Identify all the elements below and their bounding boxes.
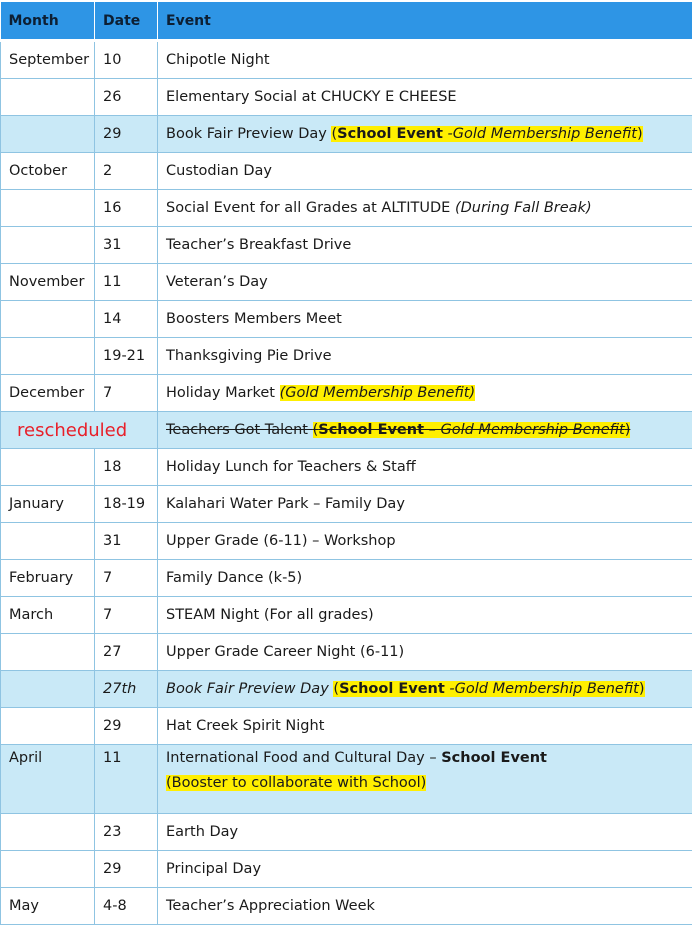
event-cell: Upper Grade (6-11) – Workshop — [158, 523, 692, 560]
date-header: Date — [95, 2, 158, 41]
event-italic: -Gold Membership Benefit — [444, 681, 639, 697]
date-cell: 29 — [95, 851, 158, 888]
table-row — [1, 560, 692, 597]
date-cell: 31 — [95, 227, 158, 264]
paren-close: ) — [624, 422, 631, 438]
table-row — [1, 116, 692, 153]
event-cell — [158, 116, 692, 153]
date-cell: 10 — [95, 41, 158, 79]
event-cell: Custodian Day — [158, 153, 692, 190]
date-cell: 18-19 — [95, 486, 158, 523]
event-cell: Family Dance (k-5) — [158, 560, 692, 597]
event-cell — [158, 375, 692, 412]
paren-open: ( — [331, 126, 338, 142]
table-row — [1, 41, 692, 79]
event-text: Social Event for all Grades at ALTITUDE — [166, 200, 455, 216]
month-cell — [1, 79, 95, 116]
event-italic: -Gold Membership Benefit — [442, 126, 637, 142]
event-bold: School Event — [318, 422, 425, 438]
table-row — [1, 486, 692, 523]
date-cell: 26 — [95, 79, 158, 116]
table-row — [1, 671, 692, 708]
rescheduled-note: rescheduled — [1, 412, 158, 449]
highlighted-note: (Booster to collaborate with School) — [166, 775, 427, 791]
table-row — [1, 634, 692, 671]
event-text: Holiday Market — [166, 385, 280, 401]
event-bold: School Event — [337, 126, 443, 142]
highlighted-note — [333, 681, 644, 697]
table-row — [1, 79, 692, 116]
month-cell: May — [1, 888, 95, 925]
event-text: Teachers Got Talent — [166, 422, 313, 438]
event-cell: Teacher’s Appreciation Week — [158, 888, 692, 925]
table-row — [1, 888, 692, 925]
date-cell: 7 — [95, 597, 158, 634]
month-cell: October — [1, 153, 95, 190]
event-cell: Kalahari Water Park – Family Day — [158, 486, 692, 523]
month-cell: January — [1, 486, 95, 523]
event-cell: Earth Day — [158, 814, 692, 851]
event-cell: Principal Day — [158, 851, 692, 888]
date-cell: 27 — [95, 634, 158, 671]
month-cell — [1, 708, 95, 745]
table-row — [1, 851, 692, 888]
table-row — [1, 375, 692, 412]
event-bold: School Event — [441, 750, 547, 766]
event-subline — [166, 775, 684, 791]
month-cell — [1, 523, 95, 560]
month-cell — [1, 301, 95, 338]
month-cell: December — [1, 375, 95, 412]
event-cell — [158, 671, 692, 708]
event-italic: (During Fall Break) — [454, 200, 592, 216]
paren-close: ) — [638, 681, 645, 697]
event-cell — [158, 190, 692, 227]
date-cell: 16 — [95, 190, 158, 227]
date-cell: 27th — [95, 671, 158, 708]
month-cell — [1, 449, 95, 486]
date-cell: 29 — [95, 116, 158, 153]
table-row — [1, 264, 692, 301]
month-cell — [1, 851, 95, 888]
event-text: International Food and Cultural Day – — [166, 750, 442, 766]
date-cell: 29 — [95, 708, 158, 745]
date-cell: 7 — [95, 375, 158, 412]
highlighted-note — [313, 422, 631, 438]
events-table — [0, 2, 692, 925]
event-italic: – Gold Membership Benefit — [424, 422, 625, 438]
paren-open: ( — [312, 422, 319, 438]
table-row — [1, 597, 692, 634]
event-cell — [158, 412, 692, 449]
month-cell — [1, 227, 95, 264]
month-cell — [1, 814, 95, 851]
table-row — [1, 153, 692, 190]
month-header: Month — [1, 2, 95, 41]
event-italic: (Gold Membership Benefit) — [279, 385, 476, 401]
event-cell: Upper Grade Career Night (6-11) — [158, 634, 692, 671]
date-cell: 11 — [95, 745, 158, 814]
month-cell: February — [1, 560, 95, 597]
table-row — [1, 190, 692, 227]
table-row — [1, 449, 692, 486]
date-cell: 7 — [95, 560, 158, 597]
table-row — [1, 338, 692, 375]
paren-open: ( — [333, 681, 340, 697]
date-cell: 4-8 — [95, 888, 158, 925]
month-cell: April — [1, 745, 95, 814]
event-text: Book Fair Preview Day — [166, 126, 332, 142]
date-cell: 18 — [95, 449, 158, 486]
month-cell: September — [1, 41, 95, 79]
date-cell: 23 — [95, 814, 158, 851]
event-bold: School Event — [339, 681, 445, 697]
table-row — [1, 708, 692, 745]
month-cell — [1, 190, 95, 227]
table-row-rescheduled — [1, 412, 692, 449]
event-cell: Elementary Social at CHUCKY E CHEESE — [158, 79, 692, 116]
highlighted-note — [331, 126, 642, 142]
month-cell — [1, 338, 95, 375]
event-text: Book Fair Preview Day — [166, 681, 334, 697]
event-cell: Thanksgiving Pie Drive — [158, 338, 692, 375]
date-cell: 19-21 — [95, 338, 158, 375]
header-row — [1, 2, 692, 41]
event-cell: Chipotle Night — [158, 41, 692, 79]
table-row — [1, 227, 692, 264]
event-cell: Teacher’s Breakfast Drive — [158, 227, 692, 264]
month-cell: March — [1, 597, 95, 634]
table-row — [1, 301, 692, 338]
month-cell: November — [1, 264, 95, 301]
month-cell — [1, 116, 95, 153]
paren-close: ) — [636, 126, 643, 142]
event-header: Event — [158, 2, 692, 41]
date-cell: 14 — [95, 301, 158, 338]
table-row — [1, 523, 692, 560]
table-row — [1, 745, 692, 814]
date-cell: 31 — [95, 523, 158, 560]
event-cell — [158, 745, 692, 814]
month-cell — [1, 671, 95, 708]
table-row — [1, 814, 692, 851]
event-cell: Holiday Lunch for Teachers & Staff — [158, 449, 692, 486]
event-cell: Hat Creek Spirit Night — [158, 708, 692, 745]
event-cell: Veteran’s Day — [158, 264, 692, 301]
event-cell: Boosters Members Meet — [158, 301, 692, 338]
event-cell: STEAM Night (For all grades) — [158, 597, 692, 634]
date-cell: 2 — [95, 153, 158, 190]
date-cell: 11 — [95, 264, 158, 301]
month-cell — [1, 634, 95, 671]
